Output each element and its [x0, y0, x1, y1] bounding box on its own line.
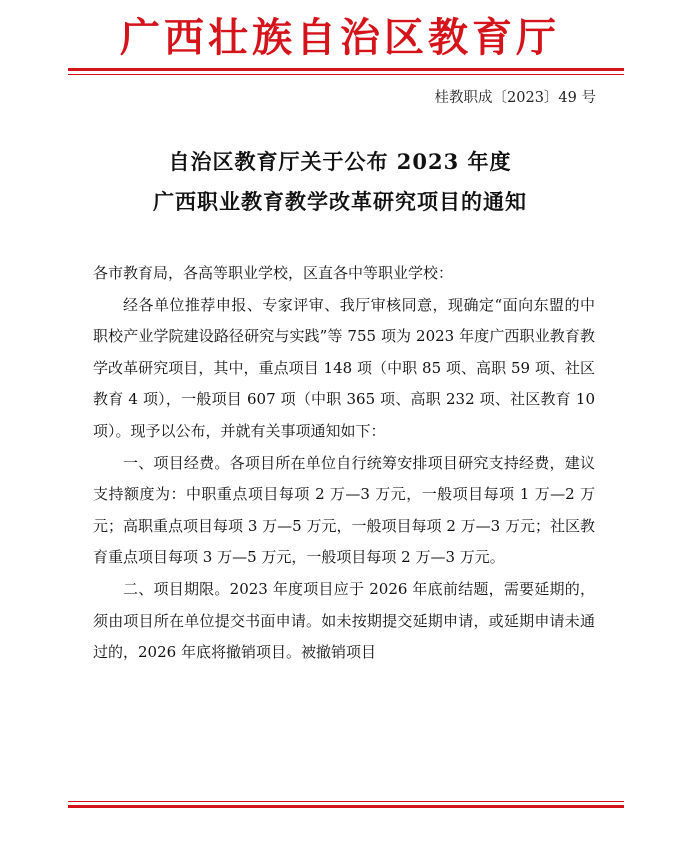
title-line-2: 广西职业教育教学改革研究项目的通知 [153, 189, 527, 214]
masthead-rule-thick [68, 68, 624, 71]
paragraph-intro: 经各单位推荐申报、专家评审、我厅审核同意，现确定“面向东盟的中职校产业学院建设路径研究与实践”等 755 项为 2023 年度广西职业教育教学改革研究项目，其中，重点项目 148 项（中职 85 项、高职 59 项、社区教育 4 项），一般项目 607 项（中职 365 项、高职 232 项、社区教育 10 项）。现予以公布，并就有关事项通知如下： [93, 295, 595, 440]
salutation: 各市教育局，各高等职业学校，区直各中等职业学校： [93, 264, 454, 282]
footer-rule-thin [68, 801, 624, 802]
agency-masthead: 广西壮族自治区教育厅 [120, 14, 560, 61]
masthead-rule-thin [68, 74, 624, 75]
document-number: 桂教职成〔2023〕49 号 [434, 90, 596, 106]
title-line-1: 自治区教育厅关于公布 2023 年度 [168, 149, 512, 174]
document-body [93, 258, 595, 669]
footer-rule-thick [68, 805, 624, 808]
paragraph-duration: 二、项目期限。2023 年度项目应于 2026 年底前结题，需要延期的，须由项目所在单位提交书面申请。如未按期提交延期申请，或延期申请未通过的，2026 年底将撤销项目。被撤销项目 [93, 579, 595, 662]
paragraph-funding: 一、项目经费。各项目所在单位自行统筹安排项目研究支持经费，建议支持额度为：中职重点项目每项 2 万—3 万元，一般项目每项 1 万—2 万元；高职重点项目每项 3 万—5 万元，一般项目每项 2 万—3 万元；社区教育重点项目每项 3 万—5 万元，一般项目每项 2 万—3 万元。 [93, 453, 595, 567]
